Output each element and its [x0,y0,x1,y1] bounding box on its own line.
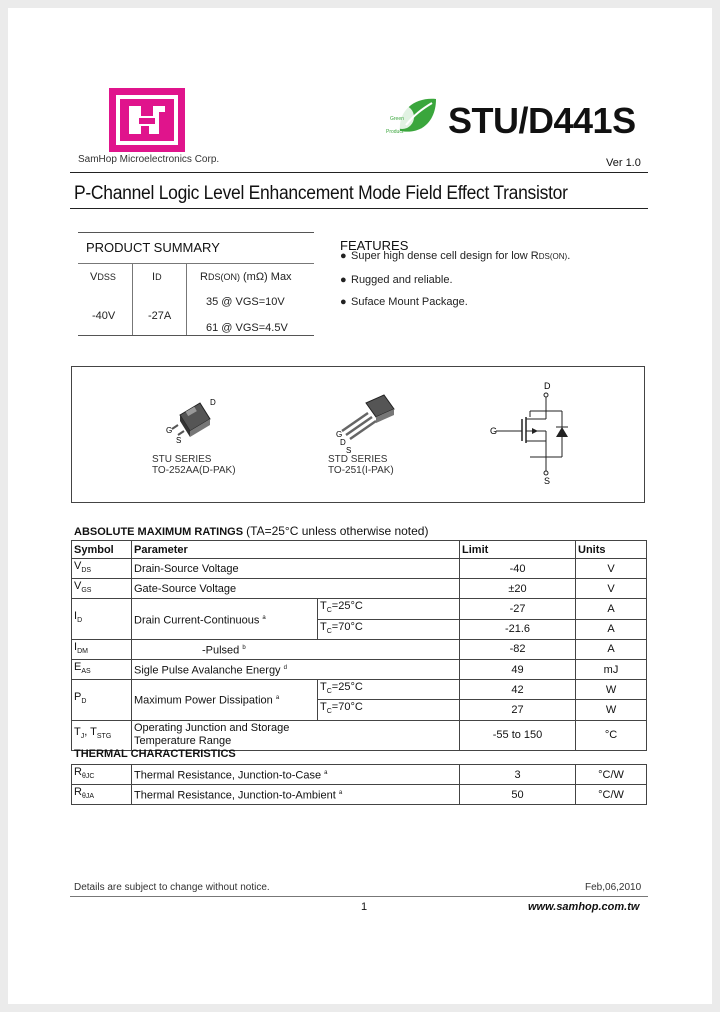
limit-cell: -21.6 [460,619,576,639]
ipak-package-icon [334,391,404,455]
rds-header: RDS(ON) (mΩ) Max [200,271,292,283]
datasheet-page [8,8,712,1004]
pin-label-d: D [340,438,346,447]
title-rule [70,208,648,209]
product-summary [78,232,314,336]
table-row [72,680,647,700]
param-cell: Drain-Source Voltage [132,559,460,579]
limit-cell: 42 [460,680,576,700]
limit-cell: -55 to 150 [460,720,576,750]
dpak-package-icon [164,393,224,453]
footer-note: Details are subject to change without notice. [74,882,270,893]
symbol-cell: $E_{AS}$ [72,659,132,679]
table-header-row [72,541,647,559]
table-row [72,765,647,785]
summary-col-divider [132,263,133,335]
green-leaf-icon [378,93,440,141]
version-label: Ver 1.0 [606,157,641,169]
id-header: ID [152,271,162,283]
symbol-cell: $I_D$ [72,599,132,639]
limit-cell: ±20 [460,579,576,599]
feature-text: Suface Mount Package. [351,296,468,308]
value-cell: 50 [460,785,576,805]
abs-max-table [71,540,647,751]
symbol-pin-s: S [544,476,551,485]
param-cell: Thermal Resistance, Junction-to-Case $^a$ [132,765,460,785]
col-limit: Limit [460,541,576,559]
summary-col-divider [186,263,187,335]
rds-value-4v5: 61 @ VGS=4.5V [206,322,288,334]
footer-date: Feb,06,2010 [585,882,642,893]
feature-item: ● Rugged and reliable. [340,274,453,286]
param-cell: Maximum Power Dissipation $^a$ [132,680,318,720]
table-row [72,659,647,679]
condition-cell: $T_C=70^\circ C$ [318,700,460,720]
col-symbol: Symbol [72,541,132,559]
std-series-name: STD SERIES [328,454,388,465]
unit-cell: °C/W [576,785,647,805]
condition-cell: $T_C=25^\circ C$ [318,599,460,619]
table-row [72,559,647,579]
website-link[interactable]: www.samhop.com.tw [528,901,640,913]
part-number: STU/D441S [448,100,636,141]
unit-cell: V [576,579,647,599]
unit-cell: W [576,680,647,700]
document-title: P-Channel Logic Level Enhancement Mode Field Effect Transistor [74,183,568,204]
stu-series-name: STU SERIES [152,454,212,465]
symbol-cell: $V_{GS}$ [72,579,132,599]
features-title: FEATURES [340,238,409,253]
abs-max-note: (TA=25°C unless otherwise noted) [246,524,429,538]
limit-cell: -27 [460,599,576,619]
pin-label-d: D [210,398,216,407]
samhop-logo [109,88,185,152]
unit-cell: A [576,599,647,619]
table-row [72,599,647,619]
feature-item: ● Super high dense cell design for low RDS(ON). [340,250,571,262]
unit-cell: A [576,639,647,659]
thermal-heading: THERMAL CHARACTERISTICS [74,748,236,760]
footer-rule [70,896,648,897]
unit-cell: °C/W [576,765,647,785]
pin-label-s: S [346,446,352,455]
pin-label-g: G [336,430,343,439]
unit-cell: mJ [576,659,647,679]
stu-package-name: TO-252AA(D-PAK) [152,465,236,476]
pin-label-s: S [176,436,182,445]
limit-cell: -40 [460,559,576,579]
product-summary-title: PRODUCT SUMMARY [86,240,220,255]
header-rule [70,172,648,173]
param-cell: Thermal Resistance, Junction-to-Ambient $^a$ [132,785,460,805]
id-value: -27A [148,310,172,322]
condition-cell: $T_C=70^\circ C$ [318,619,460,639]
std-package-name: TO-251(I-PAK) [328,465,394,476]
svg-text:Green: Green [390,116,404,122]
summary-divider [78,263,314,264]
table-row [72,785,647,805]
package-outline-box [71,366,645,503]
symbol-pin-g: G [490,426,498,436]
table-row [72,639,647,659]
param-line-1: Operating Junction and Storage [134,722,290,734]
symbol-pin-d: D [544,381,551,391]
limit-cell: -82 [460,639,576,659]
unit-cell: V [576,559,647,579]
unit-cell: °C [576,720,647,750]
page-number: 1 [361,901,368,913]
stu-series-caption [152,454,236,476]
param-cell: Sigle Pulse Avalanche Energy $^d$ [132,659,460,679]
abs-max-heading-text: ABSOLUTE MAXIMUM RATINGS [74,526,244,538]
svg-text:Product: Product [386,129,404,135]
value-cell: 3 [460,765,576,785]
col-units: Units [576,541,647,559]
param-cell [132,720,460,750]
feature-text: Rugged and reliable. [351,274,453,286]
vdss-value: -40V [92,310,116,322]
limit-cell: 27 [460,700,576,720]
col-parameter: Parameter [132,541,460,559]
symbol-cell: $P_D$ [72,680,132,720]
symbol-cell: $V_{DS}$ [72,559,132,579]
symbol-cell: $R_{\theta JA}$ [72,785,132,805]
pin-label-g: G [166,426,173,435]
feature-item: ● Suface Mount Package. [340,296,468,308]
thermal-table [71,764,647,805]
abs-max-heading [74,524,428,538]
param-line-2: Temperature Range [134,735,232,747]
std-series-caption [328,454,394,476]
limit-cell: 49 [460,659,576,679]
condition-cell: $T_C=25^\circ C$ [318,680,460,700]
symbol-cell: $T_J$, $T_{STG}$ [72,720,132,750]
rds-value-10v: 35 @ VGS=10V [206,296,285,308]
company-name: SamHop Microelectronics Corp. [78,154,220,165]
param-cell: Drain Current-Continuous $^a$ [132,599,318,639]
unit-cell: W [576,700,647,720]
param-cell: Gate-Source Voltage [132,579,460,599]
unit-cell: A [576,619,647,639]
table-row [72,720,647,750]
table-row [72,579,647,599]
vdss-header: VDSS [90,271,116,283]
symbol-cell: $I_{DM}$ [72,639,132,659]
param-cell: -Pulsed $^b$ [132,639,460,659]
symbol-cell: $R_{\theta JC}$ [72,765,132,785]
mosfet-symbol-icon [486,381,586,485]
